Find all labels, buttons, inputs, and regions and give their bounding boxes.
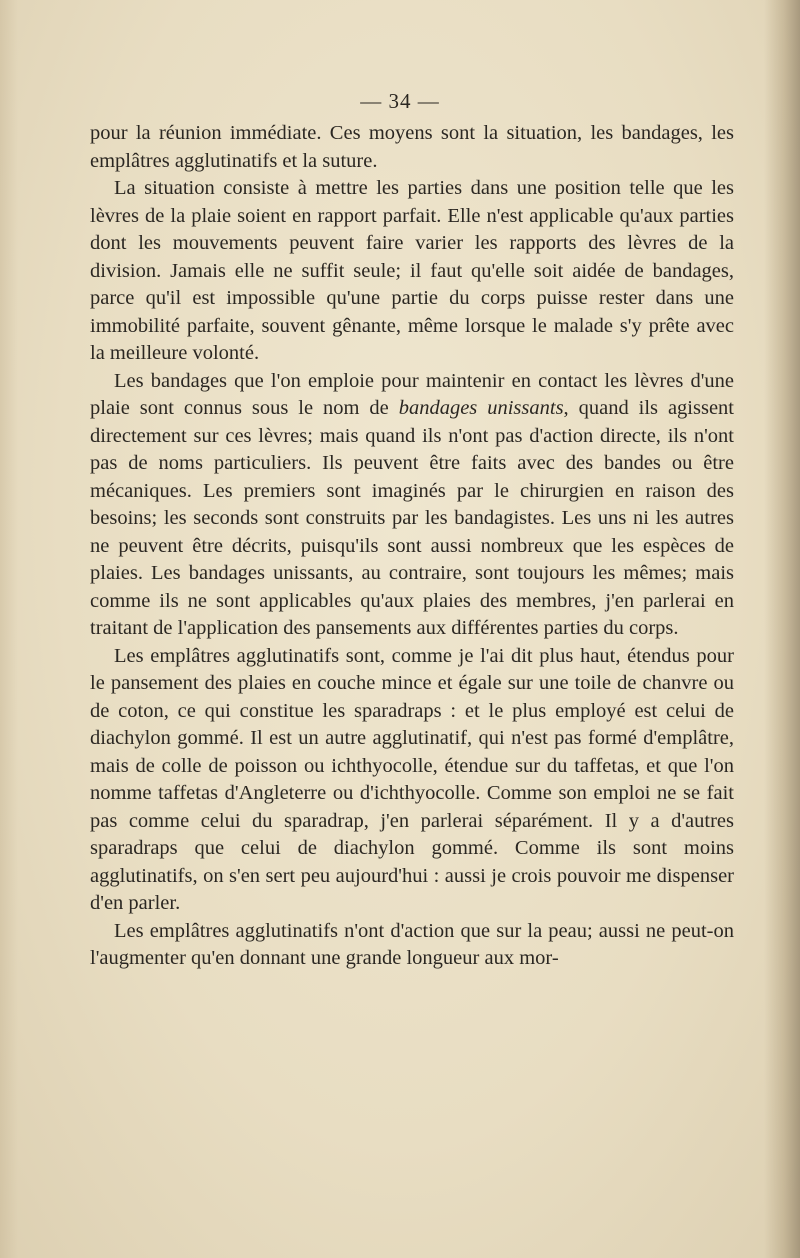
paragraph-continuation: pour la réunion immédiate. Ces moyens sont la situation, les bandages, les emplâtres agglutinatifs et la suture. [90, 122, 734, 172]
paragraph-bandages-text-after: , quand ils agissent directement sur ces lèvres; mais quand ils n'ont pas d'action directe, ils n'ont pas de noms particuliers. Ils peuvent être faits avec des bandes ou être mécaniques. Les premiers sont imaginés par le chirurgien en raison des besoins; les seconds sont construits par les bandagistes. Les uns ni les autres ne peuvent être décrits, puisqu'ils sont aussi nombreux que les espèces de plaies. Les bandages unissants, au contraire, sont toujours les mêmes; mais comme ils ne sont applicables qu'aux plaies des membres, j'en parlerai en traitant de l'application des pansements aux différentes parties du corps. [90, 397, 734, 639]
paragraph-bandages [90, 368, 734, 643]
body-text [90, 120, 734, 973]
page-shadow-right [764, 0, 800, 1258]
paragraph-emplatres: Les emplâtres agglutinatifs sont, comme je l'ai dit plus haut, étendus pour le pansement des plaies en couche mince et égale sur une toile de chanvre ou de coton, ce qui constitue les sparadraps : et le plus employé est celui de diachylon gommé. Il est un autre agglutinatif, qui n'est pas formé d'emplâtre, mais de colle de poisson ou ichthyocolle, étendue sur du taffetas, et que l'on nomme taffetas d'Angleterre ou d'ichthyocolle. Comme son emploi ne se fait pas comme celui du sparadrap, j'en parlerai séparément. Il y a d'autres sparadraps que celui de diachylon gommé. Comme ils sont moins agglutinatifs, on s'en sert peu aujourd'hui : aussi je crois pouvoir me dispenser d'en parler. [90, 644, 734, 914]
paragraph-bandages-text-before: Les bandages que l'on emploie pour maintenir en contact les lèvres d'une plaie sont connus sous le nom de [90, 369, 734, 419]
paragraph-situation: La situation consiste à mettre les parties dans une position telle que les lèvres de la plaie soient en rapport parfait. Elle n'est applicable qu'aux parties dont les mouvements peuvent faire varier les rapports des lèvres de la division. Jamais elle ne suffit seule; il faut qu'elle soit aidée de bandages, parce qu'il est impossible qu'une partie du corps puisse rester dans une immobilité parfaite, souvent gênante, même lorsque le malade s'y prête avec la meilleure volonté. [90, 177, 734, 364]
page-number: — 34 — [360, 89, 440, 113]
paragraph-emplatres-action: Les emplâtres agglutinatifs n'ont d'action que sur la peau; aussi ne peut-on l'augmenter qu'en donnant une grande longueur aux mor- [90, 919, 734, 969]
term-bandages-unissants: bandages unissants [398, 397, 564, 419]
page-shadow-left [0, 0, 18, 1258]
